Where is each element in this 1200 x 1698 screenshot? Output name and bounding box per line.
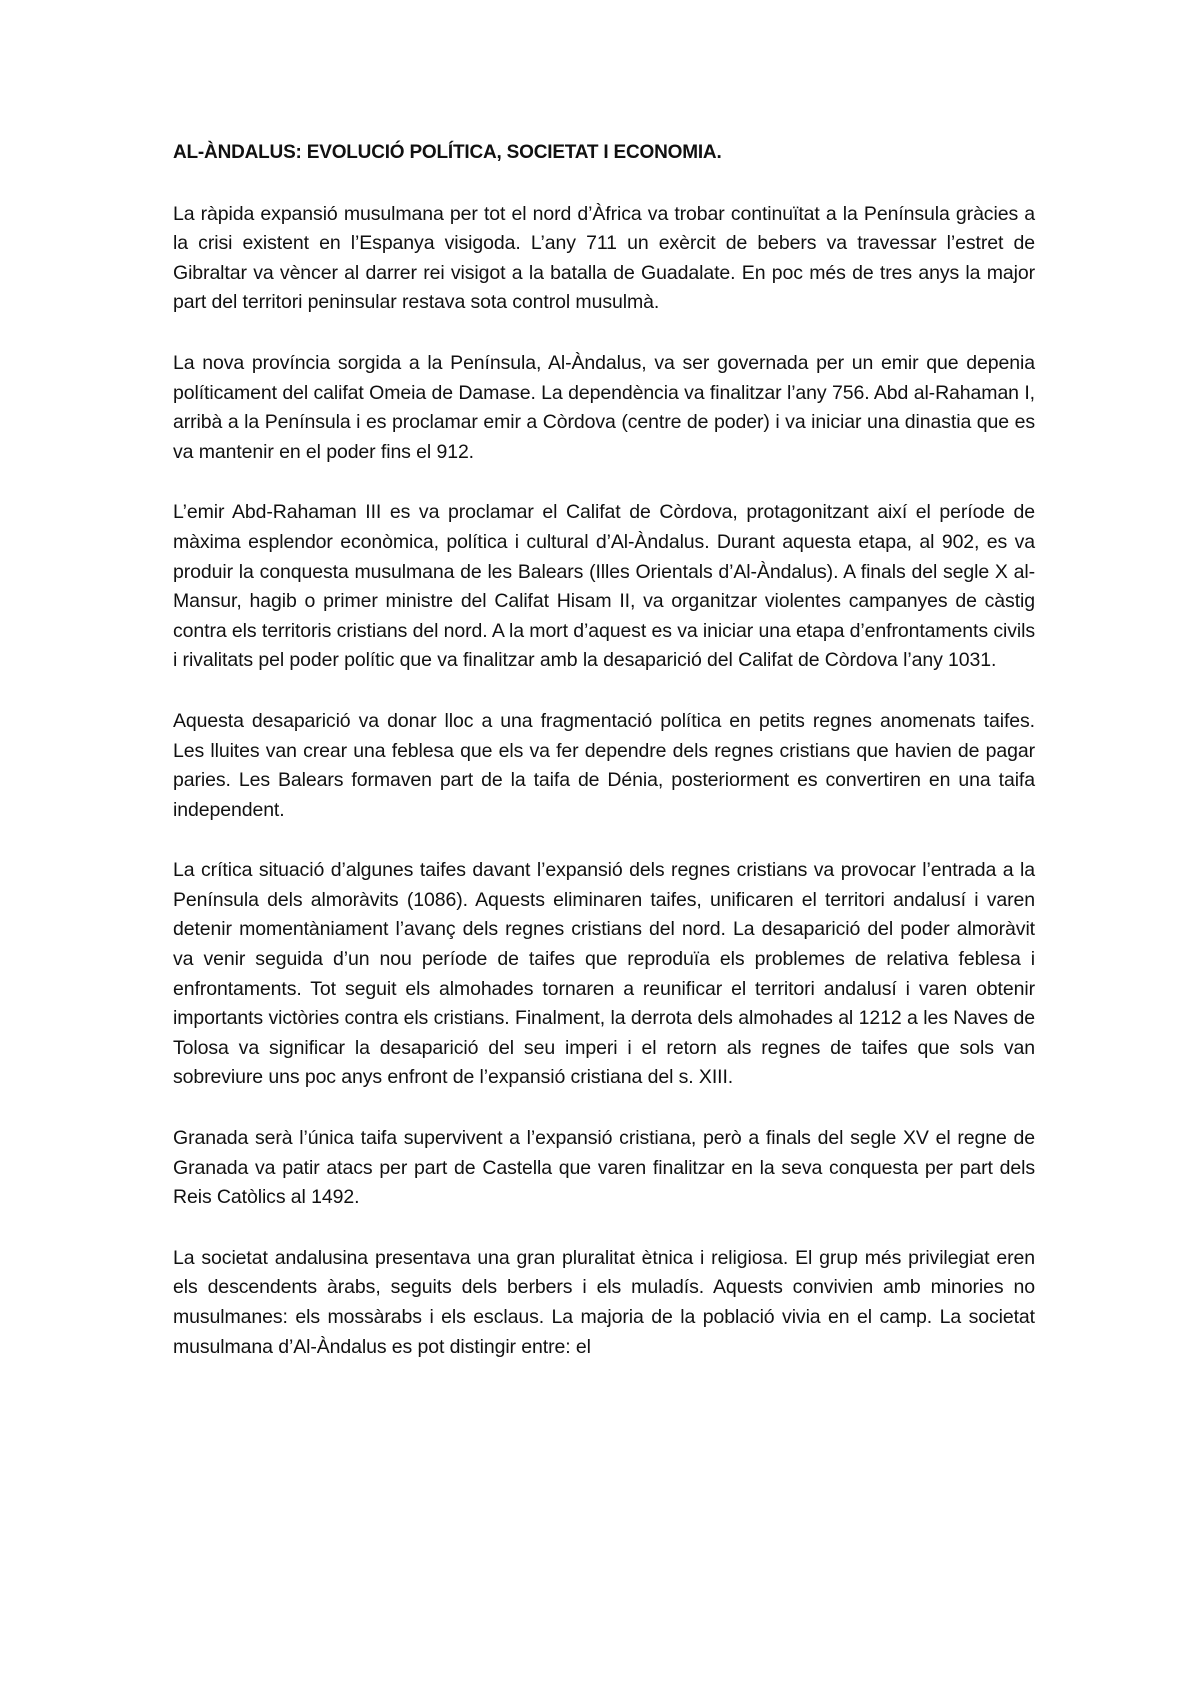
paragraph-almoravids-almohads: La crítica situació d’algunes taifes davant l’expansió dels regnes cristians va provocar l’entrada a la Península dels almoràvits (1086). Aquests eliminaren taifes, unificaren el territori andalusí i varen detenir momentàniament l’avanç dels regnes cristians del nord. La desaparició del poder almoràvit va venir seguida d’un nou període de taifes que reproduïa els problemes de relativa feblesa i enfrontaments. Tot seguit els almohades tornaren a reunificar el territori andalusí i varen obtenir importants victòries contra els cristians. Finalment, la derrota dels almohades al 1212 a les Naves de Tolosa va significar la desaparició del seu imperi i el retorn als regnes de taifes que sols van sobreviure uns poc anys enfront de l’expansió cristiana del s. XIII. xyxy=(173,859,1035,1089)
paragraph-caliphate: L’emir Abd-Rahaman III es va proclamar el Califat de Còrdova, protagonitzant així el període de màxima esplendor econòmica, política i cultural d’Al-Àndalus. Durant aquesta etapa, al 902, es va produir la conquesta musulmana de les Balears (Illes Orientals d’Al-Àndalus). A finals del segle X al-Mansur, hagib o primer ministre del Califat Hisam II, va organitzar violentes campanyes de càstig contra els territoris cristians del nord. A la mort d’aquest es va iniciar una etapa d’enfrontaments civils i rivalitats pel poder polític que va finalitzar amb la desaparició del Califat de Còrdova l’any 1031. xyxy=(173,501,1035,672)
paragraph-granada: Granada serà l’única taifa supervivent a l’expansió cristiana, però a finals del segle XV el regne de Granada va patir atacs per part de Castella que varen finalitzar en la seva conquesta per part dels Reis Catòlics al 1492. xyxy=(173,1127,1035,1209)
paragraph-taifas: Aquesta desaparició va donar lloc a una fragmentació política en petits regnes anomenats taifes. Les lluites van crear una feblesa que els va fer dependre dels regnes cristians que havien de pagar paries. Les Balears formaven part de la taifa de Dénia, posteriorment es convertiren en una taifa independent. xyxy=(173,709,1035,821)
paragraph-expansion: La ràpida expansió musulmana per tot el nord d’Àfrica va trobar continuïtat a la Península gràcies a la crisi existent en l’Espanya visigoda. L’any 711 un exèrcit de bebers va travessar l’estret de Gibraltar va vèncer al darrer rei visigot a la batalla de Guadalate. En poc més de tres anys la major part del territori peninsular restava sota control musulmà. xyxy=(173,202,1035,314)
paragraph-emirate: La nova província sorgida a la Península, Al-Àndalus, va ser governada per un emir que depenia políticament del califat Omeia de Damase. La dependència va finalitzar l’any 756. Abd al-Rahaman I, arribà a la Península i es proclamar emir a Còrdova (centre de poder) i va iniciar una dinastia que es va mantenir en el poder fins el 912. xyxy=(173,351,1035,463)
document-title: AL-ÀNDALUS: EVOLUCIÓ POLÍTICA, SOCIETAT I ECONOMIA. xyxy=(173,142,722,163)
document-body xyxy=(173,138,1035,1393)
paragraph-society: La societat andalusina presentava una gran pluralitat ètnica i religiosa. El grup més privilegiat eren els descendents àrabs, seguits dels berbers i els muladís. Aquests convivien amb minories no musulmanes: els mossàrabs i els esclaus. La majoria de la població vivia en el camp. La societat musulmana d’Al-Àndalus es pot distingir entre: el xyxy=(173,1246,1035,1358)
